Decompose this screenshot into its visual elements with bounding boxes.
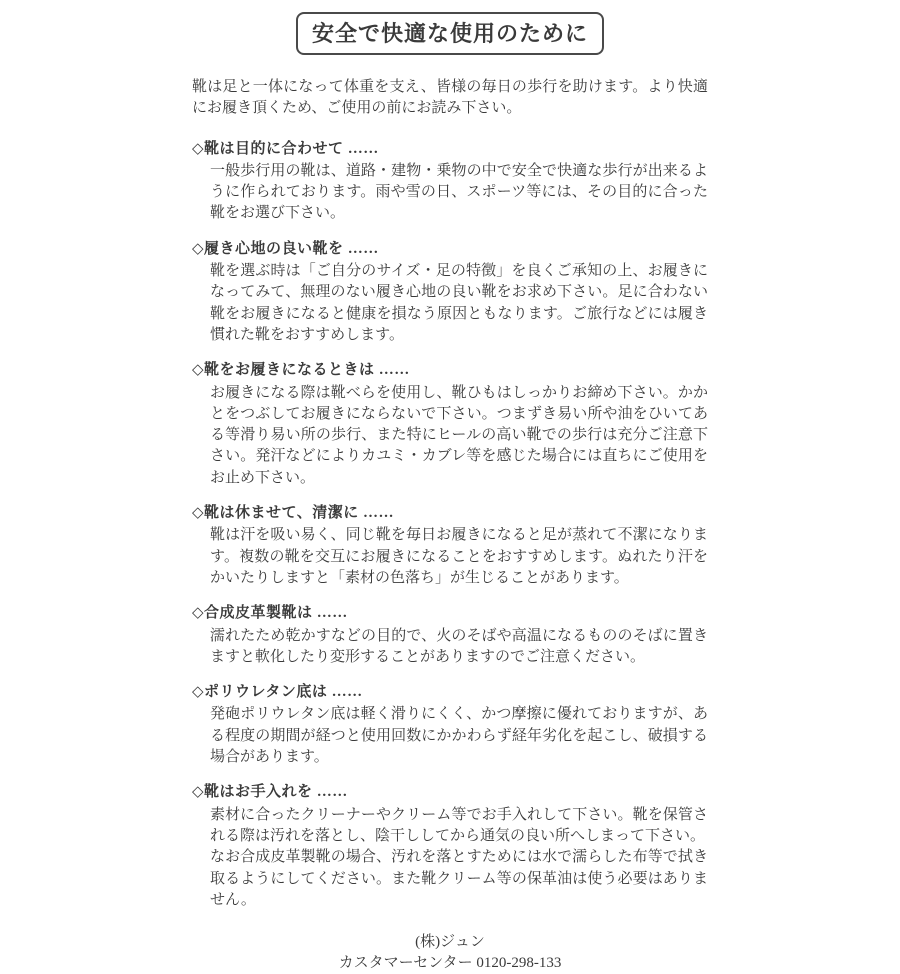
section-body bbox=[192, 261, 708, 346]
section-heading: ◇靴はお手入れを …… bbox=[192, 784, 348, 801]
section-paragraph: 発砲ポリウレタン底は軽く滑りにくく、かつ摩擦に優れておりますが、ある程度の期間が経つと使用回数にかかわらず経年劣化を起こし、破損する場合があります。 bbox=[210, 706, 708, 766]
section-paragraph: 靴は汗を吸い易く、同じ靴を毎日お履きになると足が蒸れて不潔になります。複数の靴を交互にお履きになることをおすすめします。ぬれたり汗をかいたりしますと「素材の色落ち」が生じることがあります。 bbox=[210, 527, 708, 586]
section-body bbox=[192, 626, 708, 669]
company-name: (株)ジュン bbox=[415, 934, 485, 951]
section-heading: ◇靴は目的に合わせて …… bbox=[192, 140, 379, 157]
section-heading: ◇合成皮革製靴は …… bbox=[192, 605, 348, 622]
section-heading: ◇履き心地の良い靴を …… bbox=[192, 240, 379, 257]
section-shoe-care bbox=[192, 782, 708, 911]
section-paragraph: 靴を選ぶ時は「ご自分のサイズ・足の特徴」を良くご承知の上、お履きになってみて、無理のない履き心地の良い靴をお求め下さい。足に合わない靴をお履きになると健康を損なう原因ともなります。ご旅行などには履き慣れた靴をおすすめします。 bbox=[210, 263, 708, 343]
section-body bbox=[192, 161, 708, 225]
section-body bbox=[192, 704, 708, 768]
section-paragraph: 濡れたため乾かすなどの目的で、火のそばや高温になるもののそばに置きますと軟化したり変形することがありますのでご注意ください。 bbox=[210, 627, 708, 665]
section-rest-and-clean bbox=[192, 503, 708, 589]
section-heading: ◇靴をお履きになるときは …… bbox=[192, 362, 410, 379]
section-heading: ◇ポリウレタン底は …… bbox=[192, 684, 363, 701]
page-title: 安全で快適な使用のために bbox=[296, 12, 604, 55]
section-body bbox=[192, 805, 708, 911]
title-container bbox=[0, 12, 900, 55]
section-synthetic-leather bbox=[192, 603, 708, 668]
section-paragraph: 素材に合ったクリーナーやクリーム等でお手入れして下さい。靴を保管される際は汚れを落とし、陰干ししてから通気の良い所へしまって下さい。 bbox=[210, 806, 708, 844]
section-comfortable-fit bbox=[192, 239, 708, 346]
section-polyurethane-sole bbox=[192, 682, 708, 768]
section-paragraph: 一般歩行用の靴は、道路・建物・乗物の中で安全で快適な歩行が出来るように作られております。雨や雪の日、スポーツ等には、その目的に合った靴をお選び下さい。 bbox=[210, 162, 708, 222]
section-body bbox=[192, 525, 708, 589]
section-heading: ◇靴は休ませて、清潔に …… bbox=[192, 505, 394, 522]
section-shoe-purpose bbox=[192, 139, 708, 225]
section-paragraph: なお合成皮革製靴の場合、汚れを落とすためには水で濡らした布等で拭き取るようにしてください。また靴クリーム等の保革油は使う必要はありません。 bbox=[210, 849, 708, 908]
intro-paragraph: 靴は足と一体になって体重を支え、皆様の毎日の歩行を助けます。より快適にお履き頂くため、ご使用の前にお読み下さい。 bbox=[192, 79, 708, 117]
document-body bbox=[192, 77, 708, 974]
section-paragraph: お履きになる際は靴べらを使用し、靴ひもはしっかりお締め下さい。かかとをつぶしてお履きにならないで下さい。つまずき易い所や油をひいてある等滑り易い所の歩行、また特にヒールの高い靴での歩行は充分ご注意下さい。発汗などによりカユミ・カブレ等を感じた場合には直ちにご使用をお止め下さい。 bbox=[210, 384, 708, 486]
section-body bbox=[192, 383, 708, 489]
section-when-wearing bbox=[192, 360, 708, 489]
footer bbox=[192, 932, 708, 974]
customer-center-phone: カスタマーセンター 0120-298-133 bbox=[338, 955, 562, 972]
